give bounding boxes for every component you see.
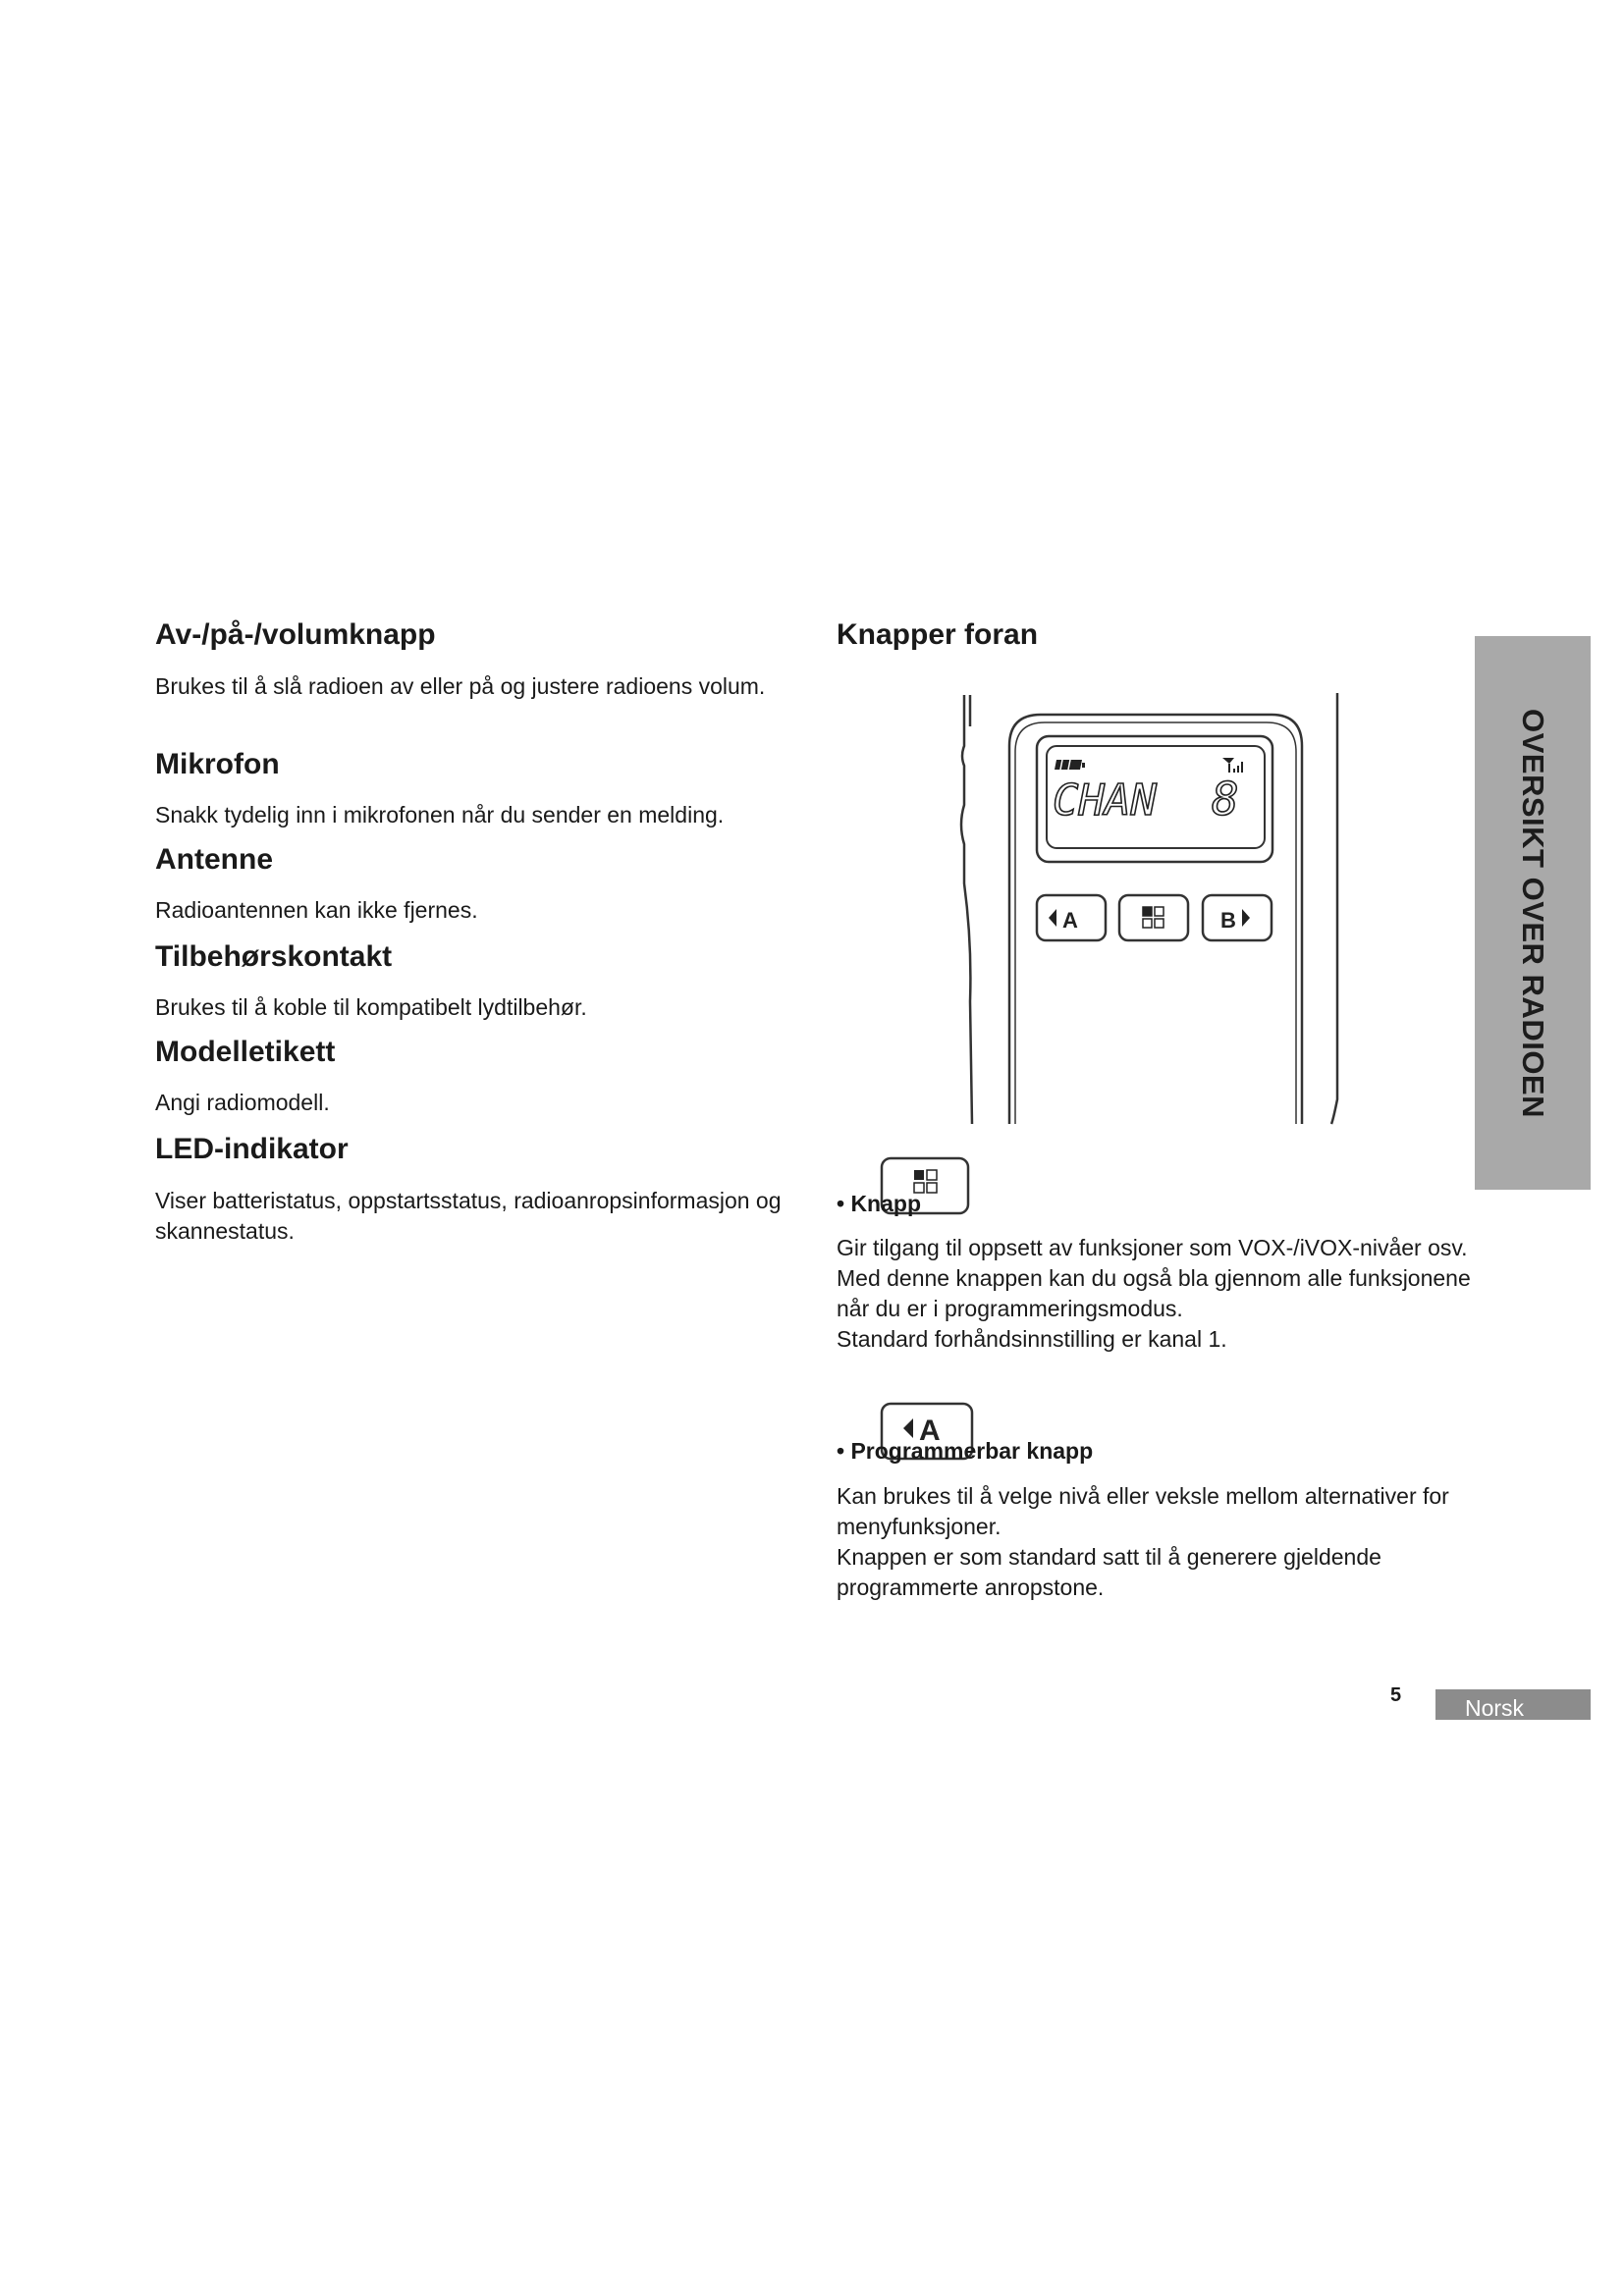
side-tab-label: OVERSIKT OVER RADIOEN xyxy=(1516,708,1550,1118)
programmable-button-bullet: • Programmerbar knapp xyxy=(837,1438,1094,1464)
section-power-volume xyxy=(155,618,784,702)
section-antenna xyxy=(155,843,784,926)
button-a-label: A xyxy=(1062,908,1078,933)
programmable-button-label: A xyxy=(919,1415,941,1447)
section-led-indicator xyxy=(155,1133,784,1247)
radio-front-diagram xyxy=(943,687,1355,1139)
button-b-label: B xyxy=(1220,908,1236,933)
display-chan-text: CHAN xyxy=(1053,775,1157,826)
display-channel-number: 8 xyxy=(1212,773,1239,826)
menu-button-description xyxy=(837,1233,1475,1355)
section-microphone xyxy=(155,748,784,830)
radio-body-right-edge xyxy=(1331,693,1337,1124)
left-arrow-icon xyxy=(1049,909,1056,927)
section-text: Brukes til å slå radioen av eller på og justere radioens volum. xyxy=(155,673,766,699)
section-heading: LED-indikator xyxy=(155,1133,349,1165)
section-heading: Modelletikett xyxy=(155,1036,336,1068)
paragraph: Gir tilgang til oppsett av funksjoner som VOX-/iVOX-nivåer osv. xyxy=(837,1235,1468,1260)
section-side-tab xyxy=(1475,636,1591,1190)
page-number: 5 xyxy=(1390,1684,1402,1706)
section-heading: Mikrofon xyxy=(155,748,280,780)
right-column xyxy=(837,618,1475,652)
section-text: Viser batteristatus, oppstartsstatus, radioanropsinformasjon og skannestatus. xyxy=(155,1188,782,1244)
signal-icon xyxy=(1222,758,1243,773)
section-text: Brukes til å koble til kompatibelt lydtilbehør. xyxy=(155,994,587,1020)
paragraph: Knappen er som standard satt til å generere gjeldende programmerte anropstone. xyxy=(837,1544,1381,1600)
section-text: Angi radiomodell. xyxy=(155,1090,330,1115)
section-heading: Tilbehørskontakt xyxy=(155,940,393,973)
section-accessory-connector xyxy=(155,940,784,1023)
right-arrow-icon xyxy=(1242,909,1250,927)
section-text: Snakk tydelig inn i mikrofonen når du sender en melding. xyxy=(155,802,725,828)
paragraph: Kan brukes til å velge nivå eller veksle mellom alternativer for menyfunksjoner. xyxy=(837,1483,1449,1539)
language-label: Norsk xyxy=(1435,1689,1591,1720)
paragraph: Standard forhåndsinnstilling er kanal 1. xyxy=(837,1326,1227,1352)
radio-body-left-edge xyxy=(961,695,972,1124)
menu-grid-icon xyxy=(1143,907,1164,928)
button-a[interactable] xyxy=(1037,895,1106,940)
battery-icon xyxy=(1055,760,1085,770)
paragraph: Med denne knappen kan du også bla gjennom alle funksjonene når du er i programmeringsmodus. xyxy=(837,1265,1471,1321)
programmable-button-description xyxy=(837,1481,1475,1603)
section-heading: Av-/på-/volumknapp xyxy=(155,618,436,651)
button-b[interactable] xyxy=(1203,895,1272,940)
section-heading: Antenne xyxy=(155,843,273,876)
section-model-label xyxy=(155,1036,784,1118)
section-text: Radioantennen kan ikke fjernes. xyxy=(155,897,478,923)
menu-button[interactable] xyxy=(1119,895,1188,940)
front-buttons-heading: Knapper foran xyxy=(837,618,1039,651)
menu-button-bullet: • Knapp xyxy=(837,1191,921,1216)
